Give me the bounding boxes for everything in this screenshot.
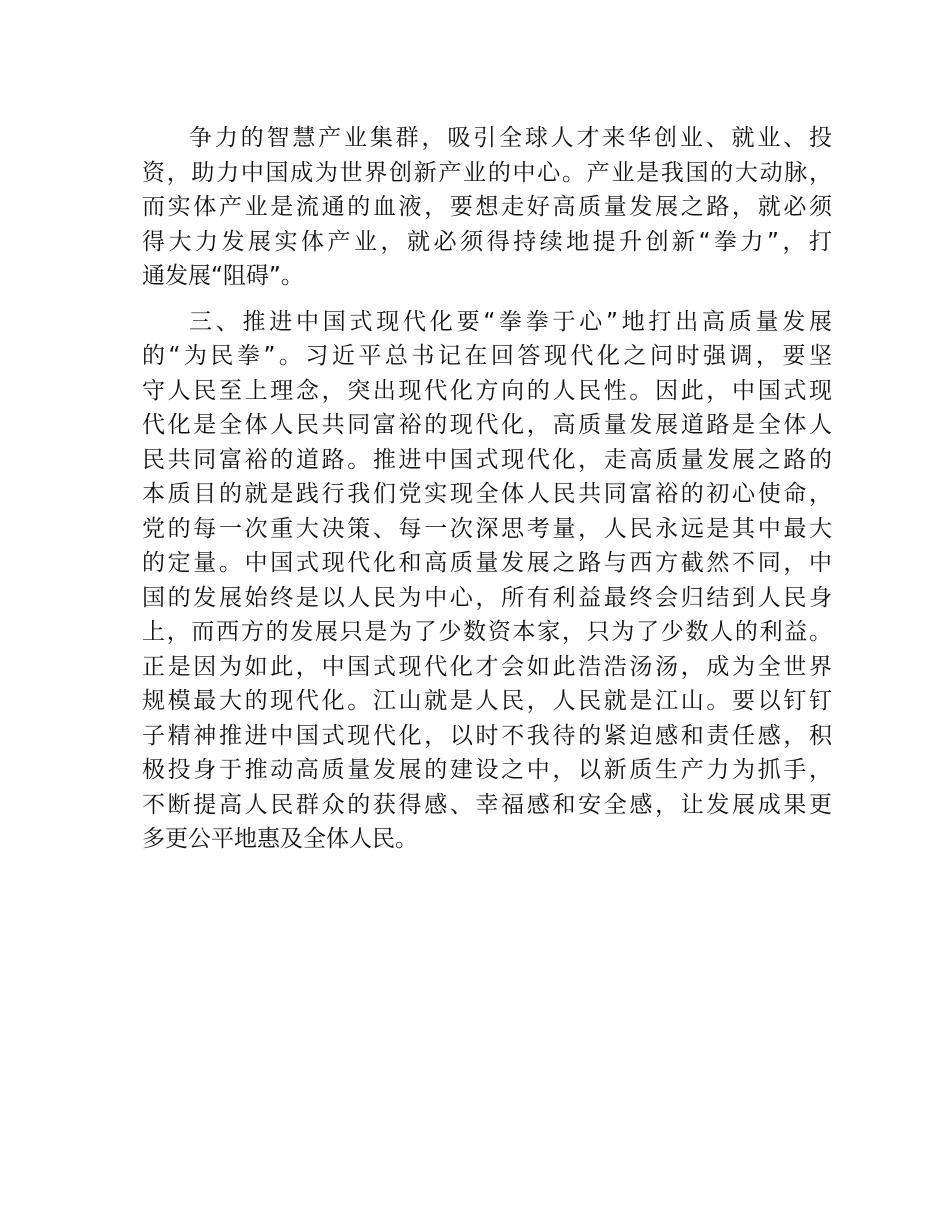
text-line: 多更公平地惠及全体人民。	[142, 826, 418, 852]
text-line: 通发展“阻碍”。	[142, 263, 304, 289]
text-line: 正是因为如此，中国式现代化才会如此浩浩汤汤，成为全世界	[142, 653, 832, 680]
text-line: 而实体产业是流通的血液，要想走好高质量发展之路，就必须	[142, 194, 832, 220]
text-line: 资，助力中国成为世界创新产业的中心。产业是我国的大动脉，	[142, 159, 832, 186]
text-line: 的定量。中国式现代化和高质量发展之路与西方截然不同，中	[142, 550, 832, 576]
text-line: 上，而西方的发展只是为了少数资本家，只为了少数人的利益。	[142, 619, 832, 645]
paragraph-spacer	[142, 294, 832, 305]
text-line: 极投身于推动高质量发展的建设之中，以新质生产力为抓手，	[142, 757, 832, 783]
text-line: 本质目的就是践行我们党实现全体人民共同富裕的初心使命，	[142, 481, 832, 507]
text-line: 守人民至上理念，突出现代化方向的人民性。因此，中国式现	[142, 377, 832, 404]
text-line: 国的发展始终是以人民为中心，所有利益最终会归结到人民身	[142, 584, 832, 611]
paragraph	[142, 121, 832, 294]
text-line: 子精神推进中国式现代化，以时不我待的紧迫感和责任感，积	[142, 722, 832, 749]
body-text	[142, 121, 832, 857]
text-line: 民共同富裕的道路。推进中国式现代化，走高质量发展之路的	[142, 446, 832, 473]
text-line: 的“为民拳”。习近平总书记在回答现代化之问时强调，要坚	[142, 343, 832, 369]
paragraph	[142, 305, 832, 857]
text-line: 争力的智慧产业集群，吸引全球人才来华创业、就业、投	[189, 125, 832, 151]
text-line: 三、推进中国式现代化要“拳拳于心”地打出高质量发展	[189, 308, 832, 335]
text-line: 规模最大的现代化。江山就是人民，人民就是江山。要以钉钉	[142, 688, 832, 714]
text-line: 党的每一次重大决策、每一次深思考量，人民永远是其中最大	[142, 515, 832, 542]
text-line: 不断提高人民群众的获得感、幸福感和安全感，让发展成果更	[142, 791, 832, 818]
text-line: 得大力发展实体产业，就必须得持续地提升创新“拳力”，打	[142, 228, 832, 255]
text-line: 代化是全体人民共同富裕的现代化，高质量发展道路是全体人	[142, 412, 832, 438]
